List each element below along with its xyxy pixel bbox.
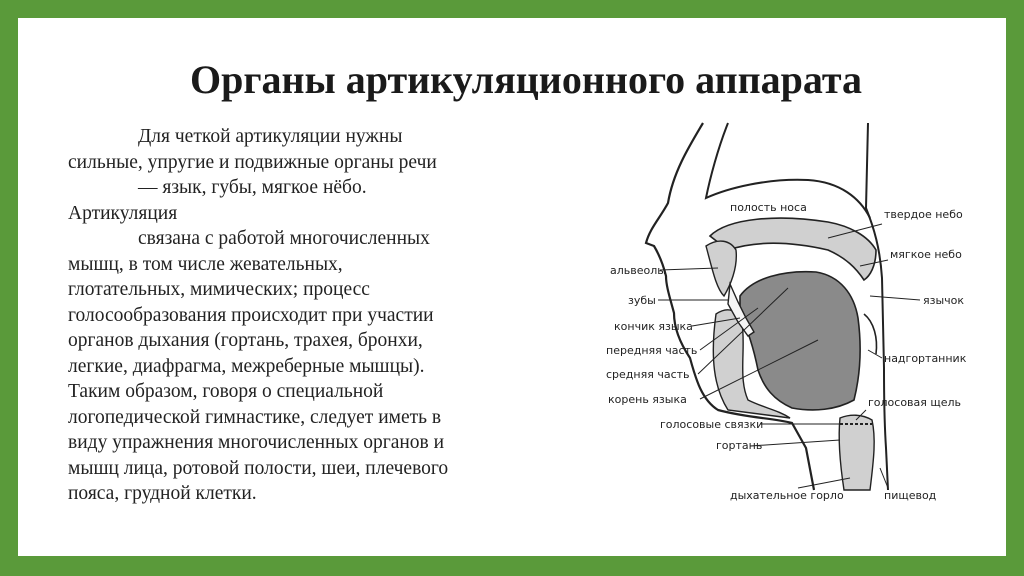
text-line: органов дыхания (гортань, трахея, бронхи, xyxy=(68,330,423,351)
label-teeth: зубы xyxy=(628,294,656,307)
articulation-diagram xyxy=(578,118,998,518)
text-line: глотательных, мимических; процесс xyxy=(68,279,370,300)
label-vocal-cords: голосовые связки xyxy=(660,418,764,431)
slide xyxy=(18,18,1006,556)
label-tongue-tip: кончик языка xyxy=(614,320,693,333)
epiglottis-shape xyxy=(864,314,877,354)
text-line: логопедической гимнастике, следует иметь в xyxy=(68,406,442,428)
label-soft-palate: мягкое небо xyxy=(890,248,962,261)
leader-uvula xyxy=(870,296,920,300)
text-line: мышц лица, ротовой полости, шеи, плечевого xyxy=(68,457,449,479)
text-line: голосообразования происходит при участии xyxy=(68,304,434,326)
label-uvula: язычок xyxy=(923,294,965,307)
label-front-part: передняя часть xyxy=(606,344,698,357)
label-tongue-root: корень языка xyxy=(608,393,687,406)
text-line: Артикуляция xyxy=(68,202,178,224)
slide-title: Органы артикуляционного аппарата xyxy=(189,57,863,102)
leader-larynx xyxy=(750,440,840,446)
label-alveoli: альвеолы xyxy=(610,264,666,277)
label-middle-part: средняя часть xyxy=(606,368,690,381)
label-larynx: гортань xyxy=(716,439,763,452)
text-line: сильные, упругие и подвижные органы речи xyxy=(68,151,437,173)
text-line: Для четкой артикуляции нужны xyxy=(138,126,403,147)
text-line: легкие, диафрагма, межреберные мышцы). xyxy=(68,355,425,377)
label-glottis: голосовая щель xyxy=(868,396,962,409)
tongue xyxy=(740,272,860,410)
text-line: мышц, в том числе жевательных, xyxy=(68,253,343,275)
leader-alveoli xyxy=(660,268,718,270)
text-line: связана с работой многочисленных xyxy=(138,228,430,249)
label-epiglottis: надгортанник xyxy=(884,352,967,365)
body-text xyxy=(68,124,538,507)
text-line: пояса, грудной клетки. xyxy=(68,483,257,504)
label-trachea: дыхательное горло xyxy=(730,489,844,502)
label-hard-palate: твердое небо xyxy=(884,208,963,221)
text-line: виду упражнения многочисленных органов и xyxy=(68,432,445,453)
label-nasal-cavity: полость носа xyxy=(730,201,807,214)
leader-trachea xyxy=(798,478,850,488)
text-line: Таким образом, говоря о специальной xyxy=(68,381,384,402)
label-esophagus: пищевод xyxy=(884,489,937,502)
text-line: — язык, губы, мягкое нёбо. xyxy=(138,177,367,198)
leader-epiglottis xyxy=(868,350,882,358)
